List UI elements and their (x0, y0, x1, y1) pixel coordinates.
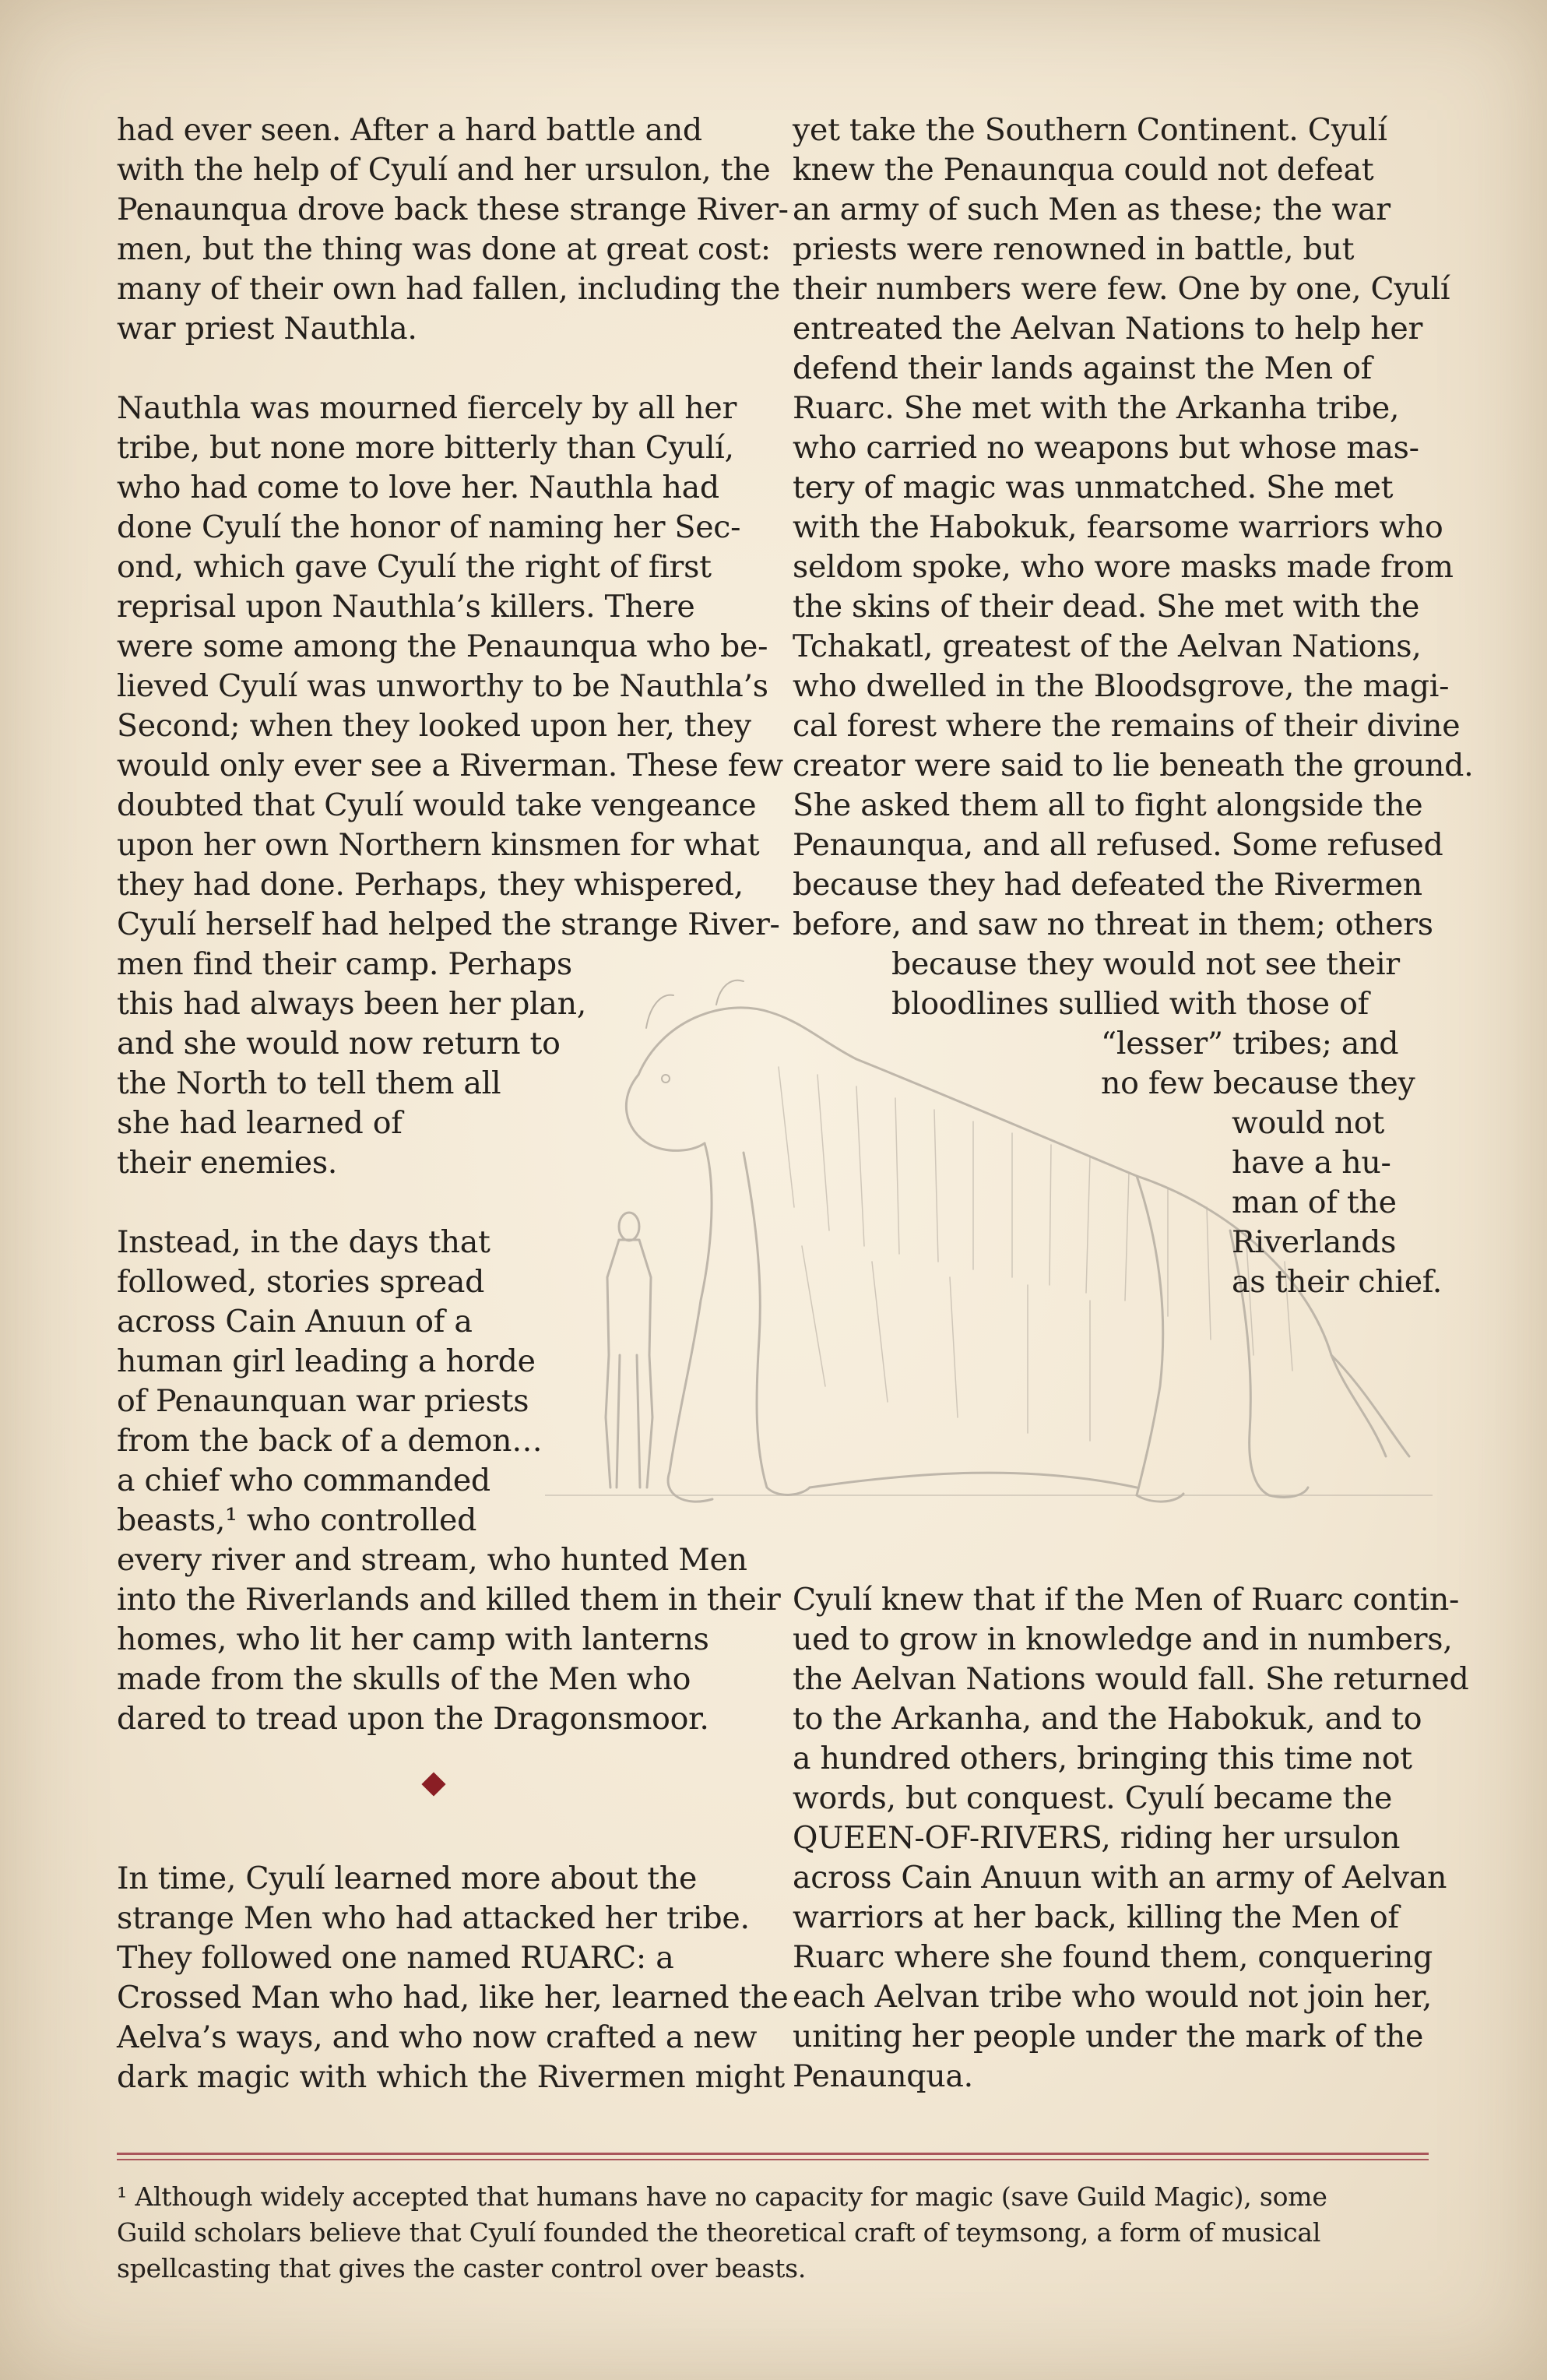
text-line: Cyulí herself had helped the strange River- (117, 907, 780, 942)
text-line: and she would now return to (117, 1026, 561, 1061)
footnote-rule-top (117, 2153, 1429, 2155)
text-line: entreated the Aelvan Nations to help her (793, 311, 1423, 347)
section-divider-diamond-icon (421, 1772, 445, 1796)
text-line: to the Arkanha, and the Habokuk, and to (793, 1701, 1422, 1737)
text-line: have a hu- (1232, 1145, 1391, 1181)
text-line: Nauthla was mourned fiercely by all her (117, 390, 737, 426)
text-line: dared to tread upon the Dragonsmoor. (117, 1701, 709, 1737)
text-line: seldom spoke, who wore masks made from (793, 549, 1454, 585)
text-line: who carried no weapons but whose mas- (793, 430, 1419, 466)
footnote-rule-bottom (117, 2159, 1429, 2160)
text-line: words, but conquest. Cyulí became the (793, 1780, 1393, 1816)
text-line: their numbers were few. One by one, Cyulí (793, 271, 1450, 307)
text-line: homes, who lit her camp with lanterns (117, 1621, 709, 1657)
text-line: bloodlines sullied with those of (891, 986, 1369, 1022)
text-line: with the Habokuk, fearsome warriors who (793, 509, 1443, 545)
text-line: had ever seen. After a hard battle and (117, 112, 702, 148)
text-line: Second; when they looked upon her, they (117, 708, 751, 744)
text-line: were some among the Penaunqua who be- (117, 628, 768, 664)
text-line: priests were renowned in battle, but (793, 231, 1355, 267)
text-line: across Cain Anuun of a (117, 1304, 473, 1340)
text-line: reprisal upon Nauthla’s killers. There (117, 589, 695, 625)
text-line: a chief who commanded (117, 1463, 490, 1498)
text-line: who had come to love her. Nauthla had (117, 470, 719, 505)
text-line: made from the skulls of the Men who (117, 1661, 691, 1697)
text-line: upon her own Northern kinsmen for what (117, 827, 760, 863)
footnote-line: Guild scholars believe that Cyulí founded the theoretical craft of teymsong, a form of musical (117, 2217, 1321, 2248)
text-line: with the help of Cyulí and her ursulon, the (117, 152, 771, 188)
text-line: this had always been her plan, (117, 986, 587, 1022)
text-line: before, and saw no threat in them; others (793, 907, 1433, 942)
text-line: tery of magic was unmatched. She met (793, 470, 1394, 505)
text-line: defend their lands against the Men of (793, 350, 1372, 386)
text-line: human girl leading a horde (117, 1343, 536, 1379)
text-line: ond, which gave Cyulí the right of first (117, 549, 712, 585)
text-line: men find their camp. Perhaps (117, 946, 572, 982)
text-line: In time, Cyulí learned more about the (117, 1861, 698, 1896)
text-line: Ruarc. She met with the Arkanha tribe, (793, 390, 1400, 426)
text-line: knew the Penaunqua could not defeat (793, 152, 1374, 188)
text-line: tribe, but none more bitterly than Cyulí, (117, 430, 734, 466)
text-line: men, but the thing was done at great cost: (117, 231, 771, 267)
text-line: warriors at her back, killing the Men of (793, 1899, 1399, 1935)
text-line: she had learned of (117, 1105, 403, 1141)
human-figure-icon (606, 1213, 652, 1488)
text-line: man of the (1232, 1185, 1397, 1220)
text-line: “lesser” tribes; and (1101, 1026, 1399, 1061)
text-line: would only ever see a Riverman. These few (117, 748, 783, 783)
text-line: would not (1232, 1105, 1384, 1141)
text-line: because they would not see their (891, 946, 1400, 982)
text-line: as their chief. (1232, 1264, 1442, 1300)
text-line: cal forest where the remains of their divine (793, 708, 1461, 744)
text-line: Penaunqua. (793, 2058, 973, 2094)
text-line: Crossed Man who had, like her, learned the (117, 1980, 789, 2016)
text-line: beasts,¹ who controlled (117, 1502, 477, 1538)
text-line: across Cain Anuun with an army of Aelvan (793, 1860, 1447, 1896)
footnote-line: spellcasting that gives the caster control over beasts. (117, 2253, 807, 2283)
text-line: the skins of their dead. She met with the (793, 589, 1420, 625)
text-line: many of their own had fallen, including the (117, 271, 781, 307)
text-line: Ruarc where she found them, conquering (793, 1939, 1433, 1975)
text-line: done Cyulí the honor of naming her Sec- (117, 509, 741, 545)
text-line: doubted that Cyulí would take vengeance (117, 787, 757, 823)
text-line: who dwelled in the Bloodsgrove, the magi- (793, 668, 1450, 704)
text-line: Penaunqua, and all refused. Some refused (793, 827, 1443, 863)
text-line: yet take the Southern Continent. Cyulí (793, 112, 1387, 148)
text-line: they had done. Perhaps, they whispered, (117, 867, 744, 903)
text-line: Instead, in the days that (117, 1224, 490, 1260)
text-line: every river and stream, who hunted Men (117, 1542, 747, 1578)
text-line: each Aelvan tribe who would not join her, (793, 1979, 1433, 2015)
text-line: Aelva’s ways, and who now crafted a new (117, 2019, 758, 2055)
text-line: no few because they (1101, 1065, 1415, 1101)
text-line: an army of such Men as these; the war (793, 192, 1391, 227)
text-line: because they had defeated the Rivermen (793, 867, 1422, 903)
text-line: Riverlands (1232, 1224, 1397, 1260)
text-line: QUEEN-OF-RIVERS, riding her ursulon (793, 1820, 1401, 1856)
footnote-line: ¹ Although widely accepted that humans have no capacity for magic (save Guild Magic), some (117, 2181, 1327, 2212)
text-line: ued to grow in knowledge and in numbers, (793, 1621, 1453, 1657)
text-line: Cyulí knew that if the Men of Ruarc contin- (793, 1582, 1460, 1618)
text-line: war priest Nauthla. (117, 311, 417, 347)
text-line: uniting her people under the mark of the (793, 2019, 1424, 2054)
text-line: their enemies. (117, 1145, 338, 1181)
text-line: the Aelvan Nations would fall. She returned (793, 1661, 1469, 1697)
text-line: of Penaunquan war priests (117, 1383, 529, 1419)
text-line: from the back of a demon… (117, 1423, 543, 1459)
text-line: She asked them all to fight alongside the (793, 787, 1423, 823)
text-line: creator were said to lie beneath the ground. (793, 748, 1474, 783)
text-line: Tchakatl, greatest of the Aelvan Nations, (793, 628, 1422, 664)
text-line: lieved Cyulí was unworthy to be Nauthla’s (117, 668, 768, 704)
text-line: followed, stories spread (117, 1264, 485, 1300)
text-line: strange Men who had attacked her tribe. (117, 1900, 750, 1936)
text-line: They followed one named RUARC: a (117, 1940, 674, 1976)
text-line: into the Riverlands and killed them in their (117, 1582, 781, 1618)
text-line: dark magic with which the Rivermen might (117, 2059, 785, 2095)
text-line: the North to tell them all (117, 1065, 501, 1101)
text-line: Penaunqua drove back these strange River- (117, 192, 789, 227)
text-line: a hundred others, bringing this time not (793, 1741, 1412, 1776)
